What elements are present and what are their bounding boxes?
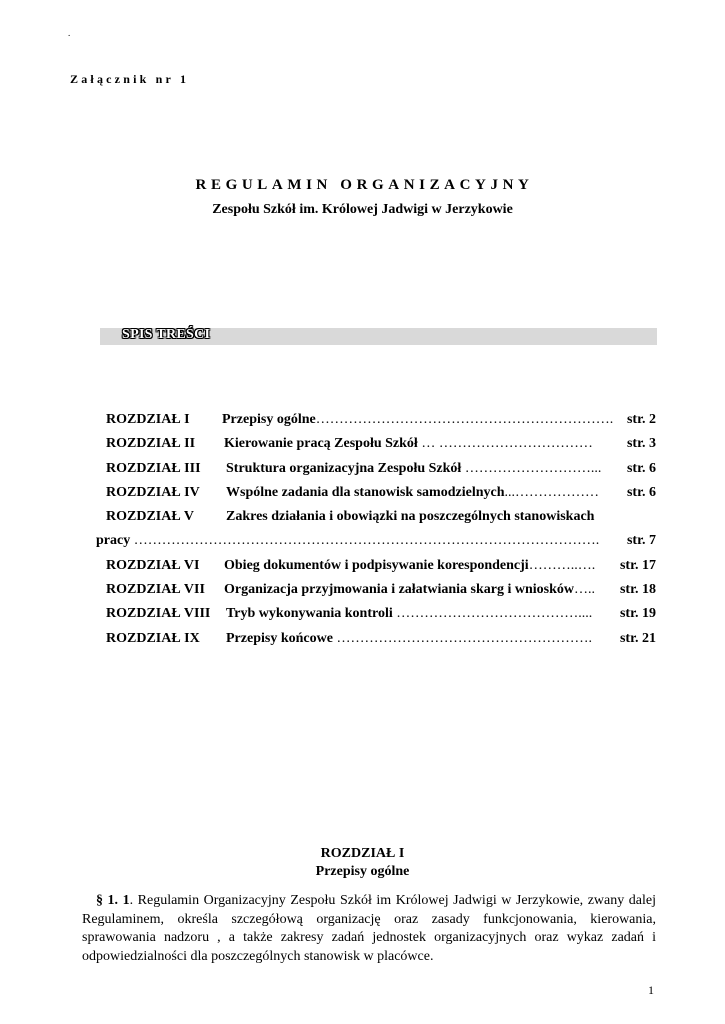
toc-chapter-label: ROZDZIAŁ V bbox=[106, 509, 195, 525]
toc-chapter-title: Tryb wykonywania kontroli ………………………………….... bbox=[226, 606, 593, 622]
toc-heading: SPIS TREŚCI bbox=[122, 327, 211, 342]
table-of-contents bbox=[96, 408, 656, 651]
toc-chapter-label: ROZDZIAŁ VIII bbox=[106, 606, 211, 622]
toc-page-ref: str. 21 bbox=[619, 630, 656, 646]
toc-chapter-title: Zakres działania i obowiązki na poszczególnych stanowiskach bbox=[226, 509, 595, 525]
attachment-label: Załącznik nr 1 bbox=[70, 72, 190, 86]
chapter-heading bbox=[0, 845, 725, 881]
toc-entry bbox=[96, 432, 656, 456]
chapter-number: ROZDZIAŁ I bbox=[320, 846, 405, 861]
document-title: REGULAMIN ORGANIZACYJNY bbox=[195, 177, 534, 193]
toc-chapter-label: ROZDZIAŁ III bbox=[106, 460, 201, 476]
toc-chapter-title: Wspólne zadania dla stanowisk samodzielnych...……………… bbox=[226, 484, 599, 500]
toc-chapter-label: ROZDZIAŁ IX bbox=[106, 630, 200, 646]
toc-chapter-title: Kierowanie pracą Zespołu Szkół … …………………………… bbox=[224, 436, 593, 452]
page-number: 1 bbox=[648, 983, 654, 997]
paragraph-number: § 1. 1 bbox=[96, 893, 130, 908]
toc-page-ref: str. 17 bbox=[619, 557, 656, 573]
toc-chapter-title: Przepisy końcowe ………………………………………………. bbox=[226, 630, 592, 646]
toc-entry bbox=[96, 481, 656, 505]
toc-page-ref: str. 6 bbox=[626, 484, 656, 500]
toc-chapter-title: Obieg dokumentów i podpisywanie korespondencji………..…. bbox=[224, 557, 596, 573]
toc-chapter-title: Struktura organizacyjna Zespołu Szkół ………………………... bbox=[226, 460, 602, 476]
toc-entry bbox=[96, 408, 656, 432]
toc-page-ref: str. 7 bbox=[626, 533, 656, 549]
toc-entry bbox=[96, 602, 656, 626]
toc-page-ref: str. 18 bbox=[619, 582, 656, 598]
toc-entry bbox=[96, 457, 656, 481]
toc-page-ref: str. 2 bbox=[626, 412, 656, 427]
toc-entry bbox=[96, 578, 656, 602]
toc-entry bbox=[96, 627, 656, 651]
toc-page-ref: str. 19 bbox=[619, 606, 656, 622]
toc-chapter-title: Organizacja przyjmowania i załatwiania skarg i wniosków….. bbox=[224, 582, 595, 598]
toc-page-ref: str. 3 bbox=[626, 436, 656, 452]
toc-chapter-title: Przepisy ogólne………………………………………………………. bbox=[222, 412, 614, 427]
toc-chapter-label: ROZDZIAŁ VII bbox=[106, 582, 205, 598]
paragraph-text: . Regulamin Organizacyjny Zespołu Szkół im Królowej Jadwigi w Jerzykowie, zwany dalej Regulaminem, określa szczegółową organizację oraz zasady funkcjonowania, kierowania, sprawowania nadzoru , a także zakresy zadań jednostek organizacyjnych oraz wykaz zadań i odpowiedzialności dla poszczególnych stanowisk w placówce. bbox=[82, 893, 656, 964]
toc-chapter-label: ROZDZIAŁ IV bbox=[106, 484, 200, 500]
toc-entry bbox=[96, 505, 656, 529]
corner-mark: . bbox=[68, 28, 71, 38]
toc-chapter-label: ROZDZIAŁ VI bbox=[106, 557, 200, 573]
toc-continuation-text: pracy ………………………………………………………………………………………. bbox=[96, 533, 600, 549]
toc-entry-continuation bbox=[96, 529, 656, 553]
toc-entry bbox=[96, 554, 656, 578]
paragraph-1 bbox=[82, 892, 656, 966]
toc-chapter-label: ROZDZIAŁ II bbox=[106, 436, 196, 452]
toc-page-ref: str. 6 bbox=[626, 460, 656, 476]
document-subtitle: Zespołu Szkół im. Królowej Jadwigi w Jerzykowie bbox=[212, 202, 513, 217]
toc-chapter-label: ROZDZIAŁ I bbox=[106, 412, 190, 427]
chapter-title: Przepisy ogólne bbox=[315, 864, 410, 879]
